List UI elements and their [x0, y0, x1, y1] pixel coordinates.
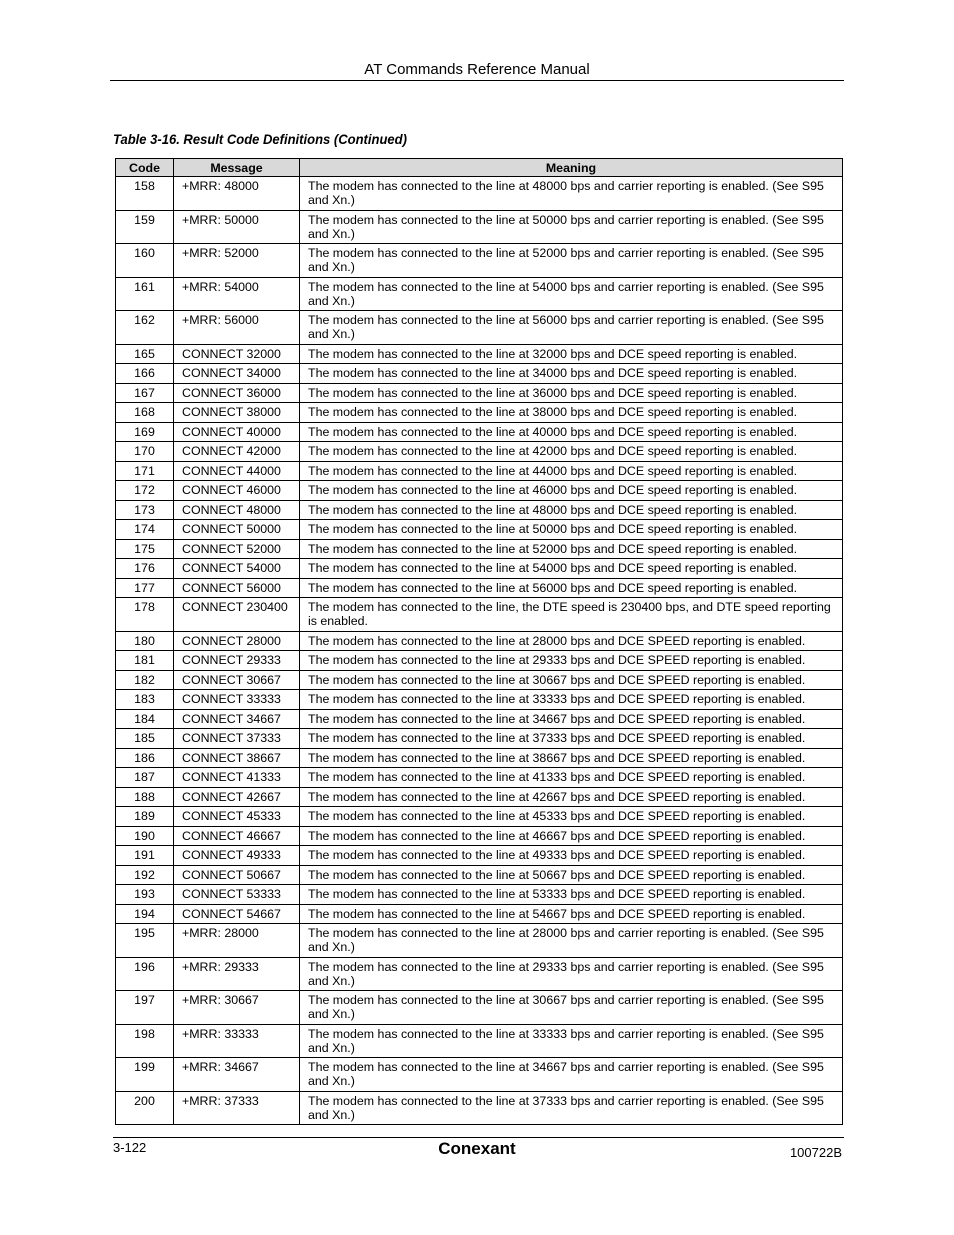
cell-meaning: The modem has connected to the line at 48000 bps and carrier reporting is enabled. (See S95 and Xn.) — [300, 177, 843, 211]
cell-message: +MRR: 33333 — [174, 1024, 300, 1058]
cell-code: 162 — [116, 311, 174, 345]
cell-message: +MRR: 50000 — [174, 210, 300, 244]
cell-code: 188 — [116, 787, 174, 807]
table-row — [116, 924, 843, 958]
cell-meaning: The modem has connected to the line at 54000 bps and DCE speed reporting is enabled. — [300, 559, 843, 579]
table-row — [116, 651, 843, 671]
cell-meaning: The modem has connected to the line at 29333 bps and DCE SPEED reporting is enabled. — [300, 651, 843, 671]
table-row — [116, 210, 843, 244]
table-row — [116, 177, 843, 211]
cell-message: CONNECT 40000 — [174, 422, 300, 442]
cell-meaning: The modem has connected to the line at 33333 bps and carrier reporting is enabled. (See S95 and Xn.) — [300, 1024, 843, 1058]
cell-meaning: The modem has connected to the line at 30667 bps and carrier reporting is enabled. (See S95 and Xn.) — [300, 991, 843, 1025]
cell-meaning: The modem has connected to the line at 50000 bps and carrier reporting is enabled. (See S95 and Xn.) — [300, 210, 843, 244]
cell-code: 181 — [116, 651, 174, 671]
cell-message: CONNECT 49333 — [174, 846, 300, 866]
cell-code: 158 — [116, 177, 174, 211]
cell-message: CONNECT 54000 — [174, 559, 300, 579]
cell-code: 182 — [116, 670, 174, 690]
footer-divider — [113, 1137, 844, 1138]
table-row — [116, 244, 843, 278]
table-row — [116, 748, 843, 768]
cell-message: CONNECT 45333 — [174, 807, 300, 827]
table-row — [116, 1091, 843, 1125]
table-row — [116, 277, 843, 311]
column-header-message: Message — [174, 159, 300, 177]
result-code-table — [115, 158, 843, 1125]
cell-message: CONNECT 33333 — [174, 690, 300, 710]
cell-meaning: The modem has connected to the line at 34000 bps and DCE speed reporting is enabled. — [300, 364, 843, 384]
cell-message: CONNECT 38000 — [174, 403, 300, 423]
column-header-meaning: Meaning — [300, 159, 843, 177]
table-row — [116, 422, 843, 442]
table-row — [116, 383, 843, 403]
table-row — [116, 1058, 843, 1092]
cell-message: CONNECT 38667 — [174, 748, 300, 768]
cell-code: 159 — [116, 210, 174, 244]
cell-meaning: The modem has connected to the line at 45333 bps and DCE SPEED reporting is enabled. — [300, 807, 843, 827]
cell-meaning: The modem has connected to the line at 50000 bps and DCE speed reporting is enabled. — [300, 520, 843, 540]
cell-code: 165 — [116, 344, 174, 364]
table-row — [116, 991, 843, 1025]
cell-code: 178 — [116, 598, 174, 632]
cell-message: CONNECT 46000 — [174, 481, 300, 501]
cell-meaning: The modem has connected to the line at 52000 bps and carrier reporting is enabled. (See S95 and Xn.) — [300, 244, 843, 278]
table-row — [116, 729, 843, 749]
table-row — [116, 885, 843, 905]
cell-code: 189 — [116, 807, 174, 827]
cell-message: +MRR: 30667 — [174, 991, 300, 1025]
cell-code: 167 — [116, 383, 174, 403]
table-row — [116, 559, 843, 579]
cell-code: 173 — [116, 500, 174, 520]
cell-meaning: The modem has connected to the line at 42000 bps and DCE speed reporting is enabled. — [300, 442, 843, 462]
cell-meaning: The modem has connected to the line at 56000 bps and carrier reporting is enabled. (See S95 and Xn.) — [300, 311, 843, 345]
cell-meaning: The modem has connected to the line at 34667 bps and DCE SPEED reporting is enabled. — [300, 709, 843, 729]
cell-message: +MRR: 34667 — [174, 1058, 300, 1092]
cell-code: 166 — [116, 364, 174, 384]
table-row — [116, 807, 843, 827]
table-row — [116, 403, 843, 423]
table-row — [116, 865, 843, 885]
cell-message: CONNECT 53333 — [174, 885, 300, 905]
table-row — [116, 957, 843, 991]
table-row — [116, 1024, 843, 1058]
cell-message: CONNECT 48000 — [174, 500, 300, 520]
cell-code: 175 — [116, 539, 174, 559]
cell-meaning: The modem has connected to the line at 38000 bps and DCE speed reporting is enabled. — [300, 403, 843, 423]
cell-meaning: The modem has connected to the line at 38667 bps and DCE SPEED reporting is enabled. — [300, 748, 843, 768]
table-row — [116, 670, 843, 690]
cell-meaning: The modem has connected to the line at 28000 bps and carrier reporting is enabled. (See S95 and Xn.) — [300, 924, 843, 958]
table-row — [116, 846, 843, 866]
cell-meaning: The modem has connected to the line at 37333 bps and DCE SPEED reporting is enabled. — [300, 729, 843, 749]
cell-message: CONNECT 28000 — [174, 631, 300, 651]
cell-message: CONNECT 34000 — [174, 364, 300, 384]
header-divider — [110, 80, 844, 81]
cell-meaning: The modem has connected to the line at 48000 bps and DCE speed reporting is enabled. — [300, 500, 843, 520]
cell-code: 171 — [116, 461, 174, 481]
page-header-title: AT Commands Reference Manual — [364, 61, 590, 78]
cell-meaning: The modem has connected to the line at 41333 bps and DCE SPEED reporting is enabled. — [300, 768, 843, 788]
table-caption: Table 3-16. Result Code Definitions (Continued) — [113, 131, 407, 147]
cell-meaning: The modem has connected to the line at 33333 bps and DCE SPEED reporting is enabled. — [300, 690, 843, 710]
table-row — [116, 539, 843, 559]
cell-meaning: The modem has connected to the line at 34667 bps and carrier reporting is enabled. (See S95 and Xn.) — [300, 1058, 843, 1092]
cell-meaning: The modem has connected to the line at 30667 bps and DCE SPEED reporting is enabled. — [300, 670, 843, 690]
page-number: 3-122 — [113, 1140, 147, 1155]
cell-message: CONNECT 36000 — [174, 383, 300, 403]
cell-message: CONNECT 37333 — [174, 729, 300, 749]
cell-meaning: The modem has connected to the line at 40000 bps and DCE speed reporting is enabled. — [300, 422, 843, 442]
table-row — [116, 709, 843, 729]
cell-code: 161 — [116, 277, 174, 311]
cell-message: CONNECT 52000 — [174, 539, 300, 559]
table-row — [116, 311, 843, 345]
table-row — [116, 364, 843, 384]
cell-meaning: The modem has connected to the line at 42667 bps and DCE SPEED reporting is enabled. — [300, 787, 843, 807]
cell-message: CONNECT 50667 — [174, 865, 300, 885]
cell-meaning: The modem has connected to the line at 52000 bps and DCE speed reporting is enabled. — [300, 539, 843, 559]
cell-meaning: The modem has connected to the line at 29333 bps and carrier reporting is enabled. (See S95 and Xn.) — [300, 957, 843, 991]
cell-message: CONNECT 29333 — [174, 651, 300, 671]
table-row — [116, 481, 843, 501]
cell-code: 184 — [116, 709, 174, 729]
cell-code: 185 — [116, 729, 174, 749]
cell-code: 169 — [116, 422, 174, 442]
table-row — [116, 598, 843, 632]
cell-code: 199 — [116, 1058, 174, 1092]
cell-meaning: The modem has connected to the line at 44000 bps and DCE speed reporting is enabled. — [300, 461, 843, 481]
cell-message: CONNECT 41333 — [174, 768, 300, 788]
cell-code: 193 — [116, 885, 174, 905]
cell-message: CONNECT 50000 — [174, 520, 300, 540]
table-row — [116, 904, 843, 924]
table-row — [116, 631, 843, 651]
cell-message: CONNECT 32000 — [174, 344, 300, 364]
cell-meaning: The modem has connected to the line at 28000 bps and DCE SPEED reporting is enabled. — [300, 631, 843, 651]
cell-message: CONNECT 34667 — [174, 709, 300, 729]
table-row — [116, 500, 843, 520]
cell-message: CONNECT 56000 — [174, 578, 300, 598]
cell-meaning: The modem has connected to the line at 56000 bps and DCE speed reporting is enabled. — [300, 578, 843, 598]
cell-meaning: The modem has connected to the line at 54000 bps and carrier reporting is enabled. (See S95 and Xn.) — [300, 277, 843, 311]
cell-meaning: The modem has connected to the line at 49333 bps and DCE SPEED reporting is enabled. — [300, 846, 843, 866]
cell-code: 190 — [116, 826, 174, 846]
cell-meaning: The modem has connected to the line at 36000 bps and DCE speed reporting is enabled. — [300, 383, 843, 403]
cell-message: CONNECT 30667 — [174, 670, 300, 690]
cell-message: CONNECT 42000 — [174, 442, 300, 462]
cell-code: 195 — [116, 924, 174, 958]
cell-code: 170 — [116, 442, 174, 462]
table-row — [116, 578, 843, 598]
cell-code: 177 — [116, 578, 174, 598]
cell-message: +MRR: 48000 — [174, 177, 300, 211]
table-header-row — [116, 159, 843, 177]
company-name: Conexant — [438, 1139, 516, 1158]
cell-code: 174 — [116, 520, 174, 540]
cell-message: +MRR: 54000 — [174, 277, 300, 311]
cell-meaning: The modem has connected to the line at 53333 bps and DCE SPEED reporting is enabled. — [300, 885, 843, 905]
cell-code: 183 — [116, 690, 174, 710]
cell-message: +MRR: 29333 — [174, 957, 300, 991]
cell-meaning: The modem has connected to the line at 54667 bps and DCE SPEED reporting is enabled. — [300, 904, 843, 924]
table-row — [116, 461, 843, 481]
cell-code: 168 — [116, 403, 174, 423]
cell-message: +MRR: 28000 — [174, 924, 300, 958]
table-row — [116, 768, 843, 788]
cell-code: 192 — [116, 865, 174, 885]
cell-code: 191 — [116, 846, 174, 866]
cell-meaning: The modem has connected to the line, the DTE speed is 230400 bps, and DTE speed reporting is enabled. — [300, 598, 843, 632]
cell-message: CONNECT 44000 — [174, 461, 300, 481]
cell-code: 160 — [116, 244, 174, 278]
table-row — [116, 344, 843, 364]
cell-message: CONNECT 54667 — [174, 904, 300, 924]
cell-code: 186 — [116, 748, 174, 768]
cell-code: 187 — [116, 768, 174, 788]
cell-message: CONNECT 230400 — [174, 598, 300, 632]
cell-message: CONNECT 46667 — [174, 826, 300, 846]
cell-code: 197 — [116, 991, 174, 1025]
document-id: 100722B — [789, 1145, 842, 1160]
table-row — [116, 442, 843, 462]
table-row — [116, 826, 843, 846]
cell-code: 172 — [116, 481, 174, 501]
cell-message: CONNECT 42667 — [174, 787, 300, 807]
cell-meaning: The modem has connected to the line at 50667 bps and DCE SPEED reporting is enabled. — [300, 865, 843, 885]
cell-code: 200 — [116, 1091, 174, 1125]
cell-code: 196 — [116, 957, 174, 991]
cell-message: +MRR: 56000 — [174, 311, 300, 345]
table-body — [116, 177, 843, 1125]
table-row — [116, 787, 843, 807]
cell-code: 176 — [116, 559, 174, 579]
cell-meaning: The modem has connected to the line at 32000 bps and DCE speed reporting is enabled. — [300, 344, 843, 364]
cell-meaning: The modem has connected to the line at 46000 bps and DCE speed reporting is enabled. — [300, 481, 843, 501]
cell-code: 180 — [116, 631, 174, 651]
table-row — [116, 520, 843, 540]
cell-message: +MRR: 52000 — [174, 244, 300, 278]
cell-message: +MRR: 37333 — [174, 1091, 300, 1125]
table-row — [116, 690, 843, 710]
column-header-code: Code — [116, 159, 174, 177]
cell-meaning: The modem has connected to the line at 46667 bps and DCE SPEED reporting is enabled. — [300, 826, 843, 846]
cell-code: 194 — [116, 904, 174, 924]
cell-code: 198 — [116, 1024, 174, 1058]
cell-meaning: The modem has connected to the line at 37333 bps and carrier reporting is enabled. (See S95 and Xn.) — [300, 1091, 843, 1125]
